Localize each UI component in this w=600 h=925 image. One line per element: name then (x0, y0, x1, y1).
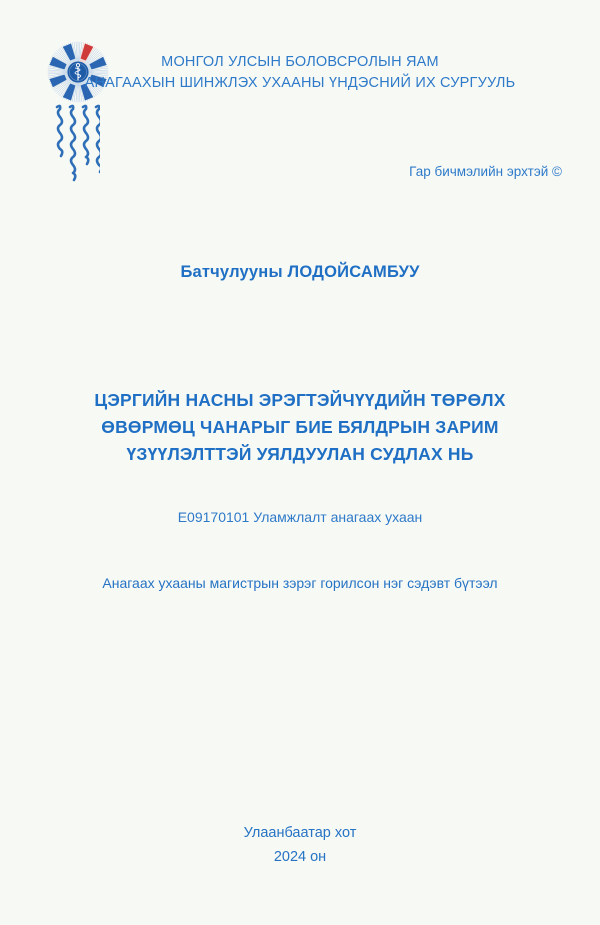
degree-statement: Анагаах ухааны магистрын зэрэг горилсон нэг сэдэвт бүтээл (102, 575, 498, 591)
university-name: АНАГААХЫН ШИНЖЛЭХ УХААНЫ ҮНДЭСНИЙ ИХ СУРГУУЛЬ (84, 75, 516, 91)
ministry-name: МОНГОЛ УЛСЫН БОЛОВСРОЛЫН ЯАМ (161, 54, 439, 70)
author-name: Батчулууны ЛОДОЙСАМБУУ (180, 263, 420, 281)
footer-city: Улаанбаатар хот (243, 825, 357, 841)
program-code: Е09170101 Уламжлалт анагаах ухаан (177, 509, 423, 525)
thesis-title-line: ҮЗҮҮЛЭЛТТЭЙ УЯЛДУУЛАН СУДЛАХ НЬ (126, 444, 474, 464)
thesis-title (0, 387, 600, 468)
thesis-title-line: ӨВӨРМӨЦ ЧАНАРЫГ БИЕ БЯЛДРЫН ЗАРИМ (101, 417, 499, 437)
manuscript-rights-notice: Гар бичмэлийн эрхтэй © (409, 164, 562, 179)
mongolian-script-icon (52, 103, 100, 187)
footer-year: 2024 он (273, 849, 327, 865)
header (0, 52, 600, 94)
thesis-title-line: ЦЭРГИЙН НАСНЫ ЭРЭГТЭЙЧҮҮДИЙН ТӨРӨЛХ (94, 390, 506, 410)
